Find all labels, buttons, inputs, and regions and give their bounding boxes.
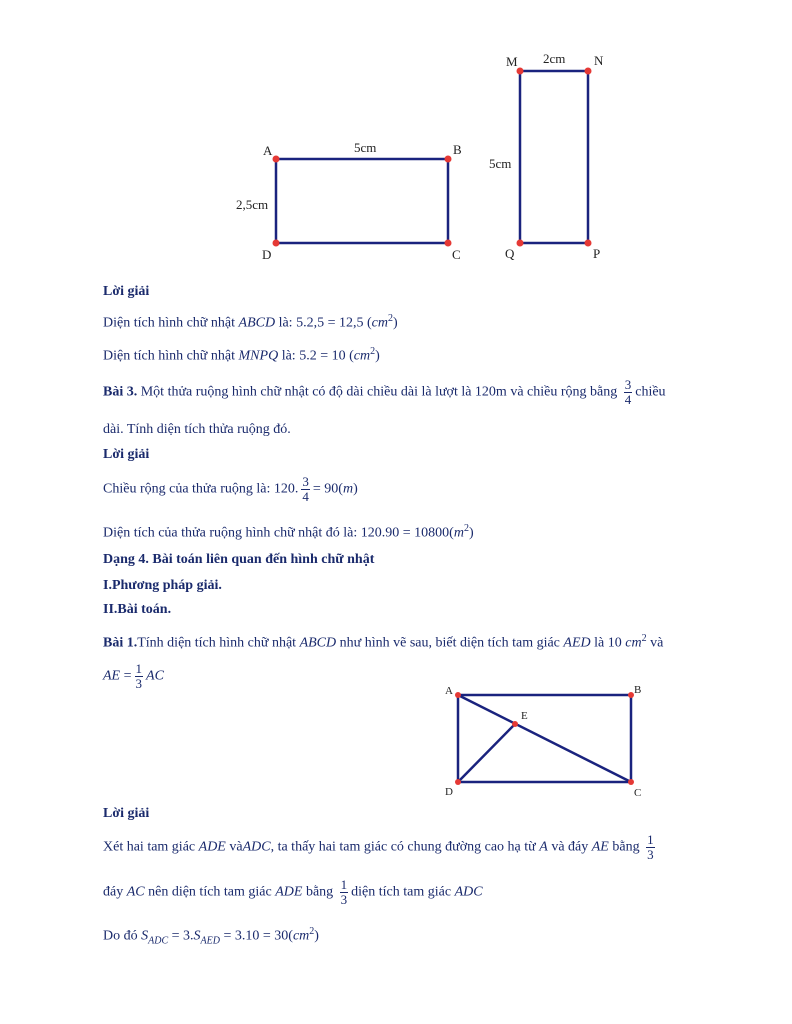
solution-heading-3: Lời giải (103, 806, 150, 821)
bai3-problem-line1: Bài 3. Một thửa ruộng hình chữ nhật có độ dài chiều dài là lượt là 120m và chiều rộng bằng $\frac{3}{4}$ chiều (103, 377, 666, 407)
fraction-3-4: $\frac{3}{4}$ (302, 474, 309, 504)
label-a: A (445, 685, 453, 697)
figure-rectangle-abcd-e (435, 680, 655, 805)
bai3-area-line: Diện tích của thửa ruộng hình chữ nhật đó là: $120.90 = 10800(m^2)$ (103, 523, 474, 541)
point-p (585, 240, 592, 247)
label-b: B (453, 142, 462, 157)
area-mnpq-line: Diện tích hình chữ nhật MNPQ là: 5.2 = 10 $(cm^2)$ (103, 346, 380, 364)
label-e: E (521, 710, 528, 722)
label-c: C (452, 247, 461, 262)
solution-heading-1: Lời giải (103, 284, 150, 299)
point-a (455, 692, 461, 698)
point-c (628, 779, 634, 785)
fraction-1-3: $\frac{1}{3}$ (135, 661, 143, 691)
area-abcd-line: Diện tích hình chữ nhật ABCD là: 5.2,5 = 12,5 $(cm^2)$ (103, 313, 398, 331)
bai1-solution-line1: Xét hai tam giác ADE vàADC, ta thấy hai tam giác có chung đường cao hạ từ A và đáy AE bằng $\frac{1}{3}$ (103, 832, 654, 862)
figure-rectangle-mnpq (485, 45, 625, 270)
dang4-title: Dạng 4. Bài toán liên quan đến hình chữ nhật (103, 552, 375, 567)
label-p: P (593, 246, 601, 261)
label-height: 2,5cm (236, 197, 269, 212)
label-m: M (506, 54, 518, 69)
point-d (273, 240, 280, 247)
bai3-problem-line2: dài. Tính diện tích thửa ruộng đó. (103, 422, 291, 437)
fraction-1-3: $\frac{1}{3}$ (340, 877, 348, 907)
point-n (585, 68, 592, 75)
label-a: A (263, 143, 273, 158)
point-c (445, 240, 452, 247)
rect-mnpq (520, 71, 588, 243)
point-q (517, 240, 524, 247)
diagonal-ac (458, 695, 631, 782)
point-d (455, 779, 461, 785)
label-width: 5cm (354, 140, 377, 155)
fraction-3-4: $\frac{3}{4}$ (624, 377, 632, 407)
bai1-solution-line2: đáy AC nên diện tích tam giác ADE bằng $\frac{1}{3}$ diện tích tam giác ADC (103, 877, 483, 907)
bai1-solution-line3: Do đó $S_{ADC} = 3.S_{AED} = 3.10 = 30(cm^2)$ (103, 926, 319, 947)
point-e (512, 721, 518, 727)
rect-abcd (276, 159, 448, 243)
label-height: 5cm (489, 156, 512, 171)
label-c: C (634, 787, 642, 799)
segment-de (458, 724, 515, 782)
section-method: I.Phương pháp giải. (103, 578, 222, 593)
label-n: N (594, 53, 604, 68)
label-width: 2cm (543, 51, 566, 66)
label-d: D (262, 247, 272, 262)
point-b (445, 156, 452, 163)
label-q: Q (505, 246, 515, 261)
figure-rectangle-abcd (230, 135, 480, 270)
section-problems: II.Bài toán. (103, 602, 172, 617)
bai1-problem-line1: Bài 1.Tính diện tích hình chữ nhật ABCD như hình vẽ sau, biết diện tích tam giác AED là 10 $cm^2$ và (103, 633, 664, 651)
bai3-width-line: Chiều rộng của thửa ruộng là: 120. $\frac{3}{4}$ = 90(m) (103, 474, 358, 504)
label-b: B (634, 684, 642, 696)
ae-relation: AE = $\frac{1}{3}$ AC (103, 661, 164, 691)
point-a (273, 156, 280, 163)
solution-heading-2: Lời giải (103, 447, 150, 462)
label-d: D (445, 786, 453, 798)
fraction-1-3: $\frac{1}{3}$ (647, 832, 654, 862)
